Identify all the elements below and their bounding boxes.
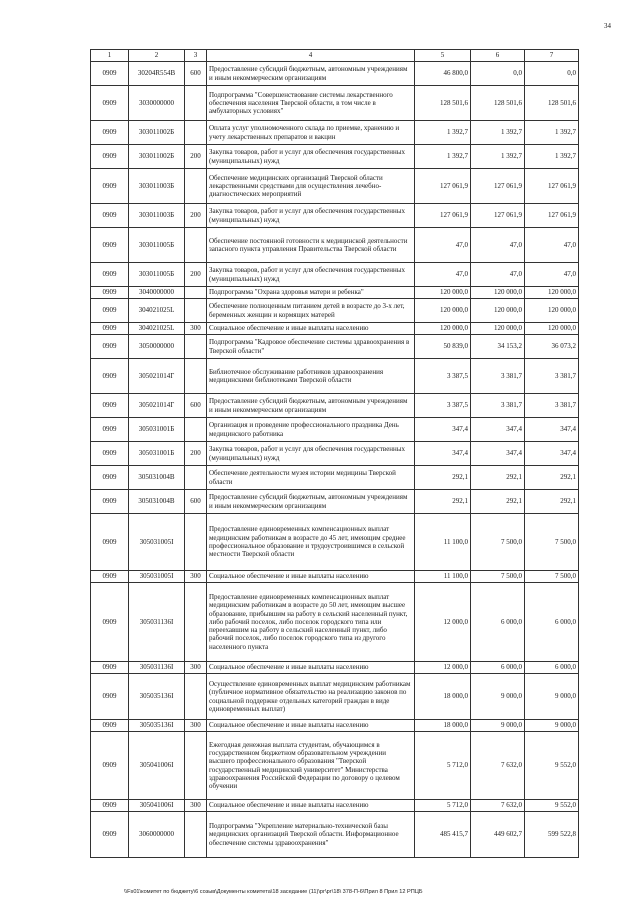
table-row bbox=[91, 323, 579, 335]
description-cell: Закупка товаров, работ и услуг для обеспечения государственных (муниципальных) нужд bbox=[207, 145, 415, 169]
amount-cell-year2: 6 000,0 bbox=[471, 662, 525, 674]
code-cell: 0909 bbox=[91, 359, 129, 394]
table-row bbox=[91, 228, 579, 263]
amount-cell-year2: 7 500,0 bbox=[471, 571, 525, 583]
code-cell: 0909 bbox=[91, 720, 129, 732]
description-cell: Подпрограмма "Охрана здоровья матери и ребенка" bbox=[207, 287, 415, 299]
description-cell: Предоставление единовременных компенсационных выплат медицинским работникам в возрасте до 50 лет, имеющим высшее образование, прибывшим на работу в сельский населенный пункт, либо рабочий поселок, либо поселок городского типа или переехавшим на работу в сельский населенный пункт, либо рабочий поселок, либо поселок городского типа из другого населенного пункта bbox=[207, 583, 415, 662]
code-cell: 0909 bbox=[91, 571, 129, 583]
table-row bbox=[91, 812, 579, 858]
description-cell: Предоставление субсидий бюджетным, автономным учреждениям и иным некоммерческим организациям bbox=[207, 62, 415, 86]
table-row bbox=[91, 800, 579, 812]
amount-cell-year1: 5 712,0 bbox=[415, 800, 471, 812]
amount-cell-year1: 47,0 bbox=[415, 228, 471, 263]
amount-cell-year1: 347,4 bbox=[415, 418, 471, 442]
amount-cell-year3: 120 000,0 bbox=[525, 287, 579, 299]
amount-cell-year3: 347,4 bbox=[525, 442, 579, 466]
code-cell: 0909 bbox=[91, 299, 129, 323]
amount-cell-year1: 120 000,0 bbox=[415, 323, 471, 335]
target-code-cell: 30204R554B bbox=[129, 62, 185, 86]
amount-cell-year2: 449 602,7 bbox=[471, 812, 525, 858]
expense-type-cell: 600 bbox=[185, 490, 207, 514]
expense-type-cell: 300 bbox=[185, 720, 207, 732]
amount-cell-year1: 50 839,0 bbox=[415, 335, 471, 359]
table-row bbox=[91, 418, 579, 442]
target-code-cell: 305041006I bbox=[129, 800, 185, 812]
description-cell: Ежегодная денежная выплата студентам, обучающимся в государственном бюджетном образовательном учреждении высшего профессионального образования "Тверской государственный медицинский университет" Министерства здравоохранения Российской Федерации по договору о целевом обучении bbox=[207, 732, 415, 800]
target-code-cell: 303011002Б bbox=[129, 145, 185, 169]
expense-type-cell bbox=[185, 674, 207, 720]
amount-cell-year1: 127 061,9 bbox=[415, 204, 471, 228]
amount-cell-year2: 3 381,7 bbox=[471, 394, 525, 418]
amount-cell-year2: 347,4 bbox=[471, 442, 525, 466]
expense-type-cell: 600 bbox=[185, 394, 207, 418]
code-cell: 0909 bbox=[91, 732, 129, 800]
expense-type-cell bbox=[185, 359, 207, 394]
description-cell: Социальное обеспечение и иные выплаты населению bbox=[207, 571, 415, 583]
target-code-cell: 305031005I bbox=[129, 571, 185, 583]
code-cell: 0909 bbox=[91, 228, 129, 263]
amount-cell-year2: 7 500,0 bbox=[471, 514, 525, 571]
expense-type-cell bbox=[185, 812, 207, 858]
col-header-1: 1 bbox=[91, 50, 129, 62]
amount-cell-year2: 292,1 bbox=[471, 466, 525, 490]
table-row bbox=[91, 394, 579, 418]
table-row bbox=[91, 86, 579, 121]
expense-type-cell bbox=[185, 466, 207, 490]
code-cell: 0909 bbox=[91, 145, 129, 169]
amount-cell-year3: 7 500,0 bbox=[525, 514, 579, 571]
target-code-cell: 303011003Б bbox=[129, 204, 185, 228]
amount-cell-year1: 1 392,7 bbox=[415, 145, 471, 169]
amount-cell-year2: 292,1 bbox=[471, 490, 525, 514]
code-cell: 0909 bbox=[91, 812, 129, 858]
amount-cell-year2: 3 381,7 bbox=[471, 359, 525, 394]
target-code-cell: 303011005Б bbox=[129, 263, 185, 287]
description-cell: Социальное обеспечение и иные выплаты населению bbox=[207, 662, 415, 674]
amount-cell-year1: 1 392,7 bbox=[415, 121, 471, 145]
table-row bbox=[91, 62, 579, 86]
target-code-cell: 305021014Г bbox=[129, 394, 185, 418]
amount-cell-year3: 9 000,0 bbox=[525, 674, 579, 720]
amount-cell-year3: 47,0 bbox=[525, 228, 579, 263]
code-cell: 0909 bbox=[91, 583, 129, 662]
amount-cell-year3: 127 061,9 bbox=[525, 169, 579, 204]
target-code-cell: 305031004В bbox=[129, 466, 185, 490]
target-code-cell: 305035136I bbox=[129, 674, 185, 720]
amount-cell-year2: 120 000,0 bbox=[471, 299, 525, 323]
amount-cell-year1: 46 800,0 bbox=[415, 62, 471, 86]
file-path-footer: \\Fs01\комитет по бюджету\6 созыв\Документы комитета\18 заседание (11)\рг\рг\18\ 378-П-6\Прил 8 Прил 12 РПЦБ bbox=[124, 889, 423, 895]
target-code-cell: 3050000000 bbox=[129, 335, 185, 359]
code-cell: 0909 bbox=[91, 800, 129, 812]
description-cell: Закупка товаров, работ и услуг для обеспечения государственных (муниципальных) нужд bbox=[207, 442, 415, 466]
amount-cell-year3: 0,0 bbox=[525, 62, 579, 86]
col-header-3: 3 bbox=[185, 50, 207, 62]
code-cell: 0909 bbox=[91, 62, 129, 86]
expense-type-cell bbox=[185, 335, 207, 359]
amount-cell-year3: 6 000,0 bbox=[525, 583, 579, 662]
amount-cell-year2: 9 000,0 bbox=[471, 720, 525, 732]
table-row bbox=[91, 674, 579, 720]
amount-cell-year2: 1 392,7 bbox=[471, 145, 525, 169]
table-row bbox=[91, 335, 579, 359]
description-cell: Организация и проведение профессионального праздника День медицинского работника bbox=[207, 418, 415, 442]
amount-cell-year1: 11 100,0 bbox=[415, 514, 471, 571]
amount-cell-year1: 292,1 bbox=[415, 466, 471, 490]
description-cell: Закупка товаров, работ и услуг для обеспечения государственных (муниципальных) нужд bbox=[207, 263, 415, 287]
target-code-cell: 3030000000 bbox=[129, 86, 185, 121]
code-cell: 0909 bbox=[91, 418, 129, 442]
table-row bbox=[91, 263, 579, 287]
target-code-cell: 305031004В bbox=[129, 490, 185, 514]
expense-type-cell: 200 bbox=[185, 204, 207, 228]
expense-type-cell bbox=[185, 287, 207, 299]
col-header-4: 4 bbox=[207, 50, 415, 62]
code-cell: 0909 bbox=[91, 514, 129, 571]
budget-table bbox=[90, 49, 579, 858]
amount-cell-year3: 1 392,7 bbox=[525, 121, 579, 145]
amount-cell-year2: 6 000,0 bbox=[471, 583, 525, 662]
amount-cell-year2: 47,0 bbox=[471, 228, 525, 263]
col-header-6: 6 bbox=[471, 50, 525, 62]
table-row bbox=[91, 490, 579, 514]
description-cell: Предоставление субсидий бюджетным, автономным учреждениям и иным некоммерческим организациям bbox=[207, 490, 415, 514]
code-cell: 0909 bbox=[91, 263, 129, 287]
description-cell: Социальное обеспечение и иные выплаты населению bbox=[207, 800, 415, 812]
amount-cell-year3: 3 381,7 bbox=[525, 394, 579, 418]
amount-cell-year3: 9 000,0 bbox=[525, 720, 579, 732]
table-row bbox=[91, 359, 579, 394]
amount-cell-year3: 47,0 bbox=[525, 263, 579, 287]
amount-cell-year1: 12 000,0 bbox=[415, 662, 471, 674]
col-header-7: 7 bbox=[525, 50, 579, 62]
description-cell: Осуществление единовременных выплат медицинским работникам (публичное нормативное обязательство на реализацию законов по социальной поддержке отдельных категорий граждан в виде единовременных выплат) bbox=[207, 674, 415, 720]
table-row bbox=[91, 299, 579, 323]
header-row bbox=[91, 50, 579, 62]
table-row bbox=[91, 732, 579, 800]
amount-cell-year1: 120 000,0 bbox=[415, 299, 471, 323]
code-cell: 0909 bbox=[91, 287, 129, 299]
expense-type-cell: 300 bbox=[185, 323, 207, 335]
amount-cell-year1: 292,1 bbox=[415, 490, 471, 514]
description-cell: Оплата услуг уполномоченного склада по приемке, хранению и учету лекарственных препаратов и вакцин bbox=[207, 121, 415, 145]
expense-type-cell: 600 bbox=[185, 62, 207, 86]
amount-cell-year1: 18 000,0 bbox=[415, 674, 471, 720]
expense-type-cell bbox=[185, 86, 207, 121]
code-cell: 0909 bbox=[91, 121, 129, 145]
table-row bbox=[91, 514, 579, 571]
code-cell: 0909 bbox=[91, 442, 129, 466]
expense-type-cell: 300 bbox=[185, 662, 207, 674]
expense-type-cell: 200 bbox=[185, 145, 207, 169]
amount-cell-year3: 599 522,8 bbox=[525, 812, 579, 858]
amount-cell-year3: 120 000,0 bbox=[525, 323, 579, 335]
description-cell: Социальное обеспечение и иные выплаты населению bbox=[207, 720, 415, 732]
description-cell: Подпрограмма "Совершенствование системы лекарственного обеспечения населения Тверской области, в том числе в амбулаторных условиях" bbox=[207, 86, 415, 121]
col-header-5: 5 bbox=[415, 50, 471, 62]
expense-type-cell bbox=[185, 299, 207, 323]
amount-cell-year2: 47,0 bbox=[471, 263, 525, 287]
amount-cell-year1: 485 415,7 bbox=[415, 812, 471, 858]
expense-type-cell bbox=[185, 732, 207, 800]
table-row bbox=[91, 583, 579, 662]
target-code-cell: 304021025L bbox=[129, 299, 185, 323]
target-code-cell: 305031136I bbox=[129, 583, 185, 662]
amount-cell-year2: 0,0 bbox=[471, 62, 525, 86]
table-row bbox=[91, 571, 579, 583]
amount-cell-year1: 347,4 bbox=[415, 442, 471, 466]
description-cell: Обеспечение медицинских организаций Тверской области лекарственными средствами для осуществления лечебно-диагностических мероприятий bbox=[207, 169, 415, 204]
amount-cell-year3: 6 000,0 bbox=[525, 662, 579, 674]
amount-cell-year3: 9 552,0 bbox=[525, 732, 579, 800]
description-cell: Закупка товаров, работ и услуг для обеспечения государственных (муниципальных) нужд bbox=[207, 204, 415, 228]
amount-cell-year3: 347,4 bbox=[525, 418, 579, 442]
table-row bbox=[91, 204, 579, 228]
amount-cell-year3: 292,1 bbox=[525, 466, 579, 490]
code-cell: 0909 bbox=[91, 86, 129, 121]
amount-cell-year2: 9 000,0 bbox=[471, 674, 525, 720]
amount-cell-year3: 36 073,2 bbox=[525, 335, 579, 359]
expense-type-cell bbox=[185, 418, 207, 442]
target-code-cell: 3040000000 bbox=[129, 287, 185, 299]
code-cell: 0909 bbox=[91, 466, 129, 490]
amount-cell-year2: 120 000,0 bbox=[471, 287, 525, 299]
target-code-cell: 303011005Б bbox=[129, 228, 185, 263]
table-row bbox=[91, 720, 579, 732]
amount-cell-year3: 128 501,6 bbox=[525, 86, 579, 121]
amount-cell-year3: 127 061,9 bbox=[525, 204, 579, 228]
target-code-cell: 305031001Б bbox=[129, 442, 185, 466]
amount-cell-year2: 34 153,2 bbox=[471, 335, 525, 359]
amount-cell-year1: 120 000,0 bbox=[415, 287, 471, 299]
description-cell: Социальное обеспечение и иные выплаты населению bbox=[207, 323, 415, 335]
target-code-cell: 305031001Б bbox=[129, 418, 185, 442]
table-row bbox=[91, 121, 579, 145]
description-cell: Подпрограмма "Укрепление материально-технической базы медицинских организаций Тверской области. Информационное обеспечение системы здравоохранения" bbox=[207, 812, 415, 858]
description-cell: Обеспечение постоянной готовности к медицинской деятельности запасного пункта управления Правительства Тверской области bbox=[207, 228, 415, 263]
code-cell: 0909 bbox=[91, 323, 129, 335]
target-code-cell: 305031136I bbox=[129, 662, 185, 674]
code-cell: 0909 bbox=[91, 204, 129, 228]
amount-cell-year1: 12 000,0 bbox=[415, 583, 471, 662]
col-header-2: 2 bbox=[129, 50, 185, 62]
amount-cell-year2: 128 501,6 bbox=[471, 86, 525, 121]
description-cell: Обеспечение деятельности музея истории медицины Тверской области bbox=[207, 466, 415, 490]
expense-type-cell: 200 bbox=[185, 263, 207, 287]
expense-type-cell bbox=[185, 514, 207, 571]
code-cell: 0909 bbox=[91, 674, 129, 720]
amount-cell-year2: 347,4 bbox=[471, 418, 525, 442]
expense-type-cell: 300 bbox=[185, 800, 207, 812]
expense-type-cell bbox=[185, 121, 207, 145]
expense-type-cell bbox=[185, 169, 207, 204]
amount-cell-year3: 1 392,7 bbox=[525, 145, 579, 169]
description-cell: Библиотечное обслуживание работников здравоохранения медицинскими библиотеками Тверской области bbox=[207, 359, 415, 394]
amount-cell-year3: 9 552,0 bbox=[525, 800, 579, 812]
description-cell: Предоставление субсидий бюджетным, автономным учреждениям и иным некоммерческим организациям bbox=[207, 394, 415, 418]
amount-cell-year1: 47,0 bbox=[415, 263, 471, 287]
expense-type-cell: 300 bbox=[185, 571, 207, 583]
target-code-cell: 304021025L bbox=[129, 323, 185, 335]
expense-type-cell: 200 bbox=[185, 442, 207, 466]
table-row bbox=[91, 287, 579, 299]
target-code-cell: 305035136I bbox=[129, 720, 185, 732]
page-number: 34 bbox=[604, 22, 611, 30]
code-cell: 0909 bbox=[91, 335, 129, 359]
description-cell: Подпрограмма "Кадровое обеспечение системы здравоохранения в Тверской области" bbox=[207, 335, 415, 359]
amount-cell-year2: 1 392,7 bbox=[471, 121, 525, 145]
target-code-cell: 305031005I bbox=[129, 514, 185, 571]
target-code-cell: 305041006I bbox=[129, 732, 185, 800]
amount-cell-year1: 3 387,5 bbox=[415, 359, 471, 394]
amount-cell-year3: 7 500,0 bbox=[525, 571, 579, 583]
description-cell: Обеспечение полноценным питанием детей в возрасте до 3-х лет, беременных женщин и кормящих матерей bbox=[207, 299, 415, 323]
target-code-cell: 303011003Б bbox=[129, 169, 185, 204]
table-row bbox=[91, 169, 579, 204]
target-code-cell: 305021014Г bbox=[129, 359, 185, 394]
amount-cell-year2: 127 061,9 bbox=[471, 204, 525, 228]
amount-cell-year1: 11 100,0 bbox=[415, 571, 471, 583]
code-cell: 0909 bbox=[91, 394, 129, 418]
amount-cell-year2: 7 632,0 bbox=[471, 732, 525, 800]
amount-cell-year3: 3 381,7 bbox=[525, 359, 579, 394]
amount-cell-year1: 18 000,0 bbox=[415, 720, 471, 732]
code-cell: 0909 bbox=[91, 490, 129, 514]
amount-cell-year1: 128 501,6 bbox=[415, 86, 471, 121]
amount-cell-year2: 127 061,9 bbox=[471, 169, 525, 204]
amount-cell-year1: 5 712,0 bbox=[415, 732, 471, 800]
target-code-cell: 303011002Б bbox=[129, 121, 185, 145]
table-row bbox=[91, 466, 579, 490]
table-row bbox=[91, 442, 579, 466]
expense-type-cell bbox=[185, 583, 207, 662]
amount-cell-year2: 120 000,0 bbox=[471, 323, 525, 335]
amount-cell-year1: 127 061,9 bbox=[415, 169, 471, 204]
table-row bbox=[91, 145, 579, 169]
expense-type-cell bbox=[185, 228, 207, 263]
amount-cell-year3: 120 000,0 bbox=[525, 299, 579, 323]
table-row bbox=[91, 662, 579, 674]
amount-cell-year1: 3 387,5 bbox=[415, 394, 471, 418]
amount-cell-year2: 7 632,0 bbox=[471, 800, 525, 812]
target-code-cell: 3060000000 bbox=[129, 812, 185, 858]
amount-cell-year3: 292,1 bbox=[525, 490, 579, 514]
code-cell: 0909 bbox=[91, 662, 129, 674]
description-cell: Предоставление единовременных компенсационных выплат медицинским работникам в возрасте до 45 лет, имеющим среднее профессиональное образование и трудоустроившимся в сельской местности Тверской области bbox=[207, 514, 415, 571]
code-cell: 0909 bbox=[91, 169, 129, 204]
